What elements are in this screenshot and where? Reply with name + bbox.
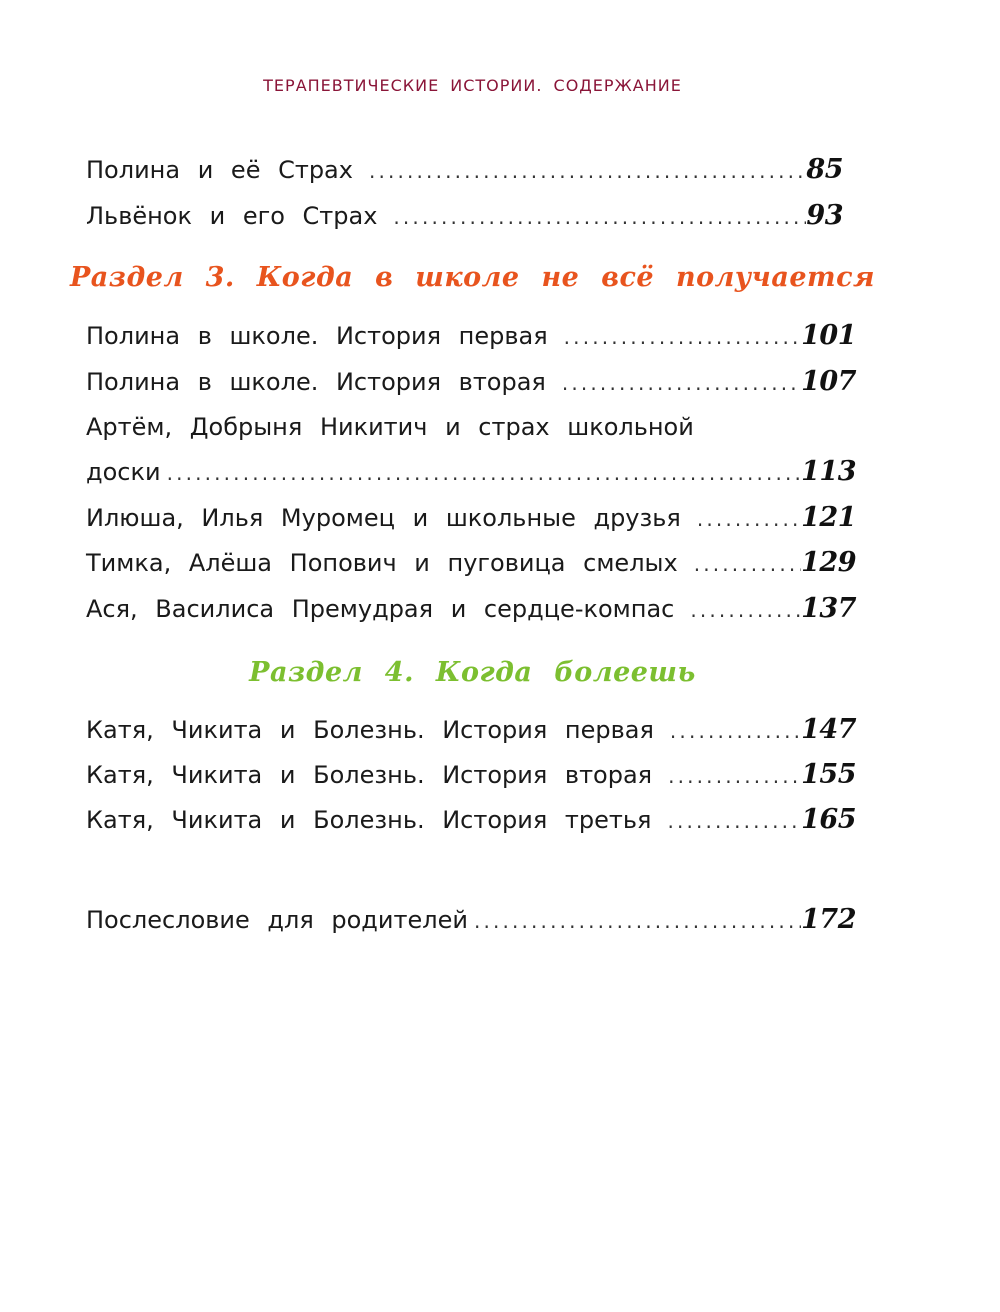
- dot-leader: [564, 317, 801, 357]
- dot-leader: [474, 901, 801, 941]
- toc-entry[interactable]: [86, 316, 856, 356]
- toc-entry-page: 107: [801, 366, 856, 397]
- toc-entry[interactable]: [86, 150, 843, 190]
- toc-entry[interactable]: [86, 543, 856, 583]
- toc-entry-page: 165: [801, 804, 856, 835]
- toc-entry-page: 147: [801, 714, 856, 745]
- toc-entry-page: 137: [801, 593, 856, 624]
- dot-leader: [690, 590, 801, 630]
- toc-entry[interactable]: [86, 710, 856, 750]
- toc-entry[interactable]: [86, 800, 856, 840]
- toc-entry-line-1[interactable]: [86, 407, 856, 447]
- toc-entry-page: 85: [806, 154, 843, 185]
- toc-entry[interactable]: [86, 498, 856, 538]
- dot-leader: [667, 801, 801, 841]
- toc-entry-page: 93: [806, 200, 843, 231]
- toc-entry-title: Илюша, Илья Муромец и школьные друзья: [86, 504, 681, 532]
- toc-entry-page: 155: [801, 759, 856, 790]
- toc-entry[interactable]: [86, 755, 856, 795]
- section-4-heading: Раздел 4. Когда болеешь: [249, 657, 696, 688]
- toc-entry-page: 101: [801, 320, 856, 351]
- toc-entry[interactable]: [86, 196, 843, 236]
- dot-leader: [167, 453, 802, 493]
- dot-leader: [393, 197, 806, 237]
- section-3-heading: Раздел 3. Когда в школе не всё получается: [69, 262, 875, 293]
- toc-entry-title: Катя, Чикита и Болезнь. История третья: [86, 806, 652, 834]
- toc-entry-title: Полина в школе. История первая: [86, 322, 548, 350]
- toc-entry-page: 129: [801, 547, 856, 578]
- toc-entry-title-continued: доски: [86, 458, 161, 486]
- toc-entry-title: Львёнок и его Страх: [86, 202, 378, 230]
- dot-leader: [697, 499, 801, 539]
- toc-entry-page: 113: [801, 456, 856, 487]
- toc-entry-title: Катя, Чикита и Болезнь. История вторая: [86, 761, 653, 789]
- toc-entry-title: Артём, Добрыня Никитич и страх школьной: [86, 413, 694, 441]
- running-head: ТЕРАПЕВТИЧЕСКИЕ ИСТОРИИ. СОДЕРЖАНИЕ: [263, 76, 682, 95]
- dot-leader: [694, 544, 801, 584]
- dot-leader: [562, 363, 801, 403]
- dot-leader: [668, 756, 801, 796]
- toc-entry-title: Полина и её Страх: [86, 156, 353, 184]
- toc-entry-afterword[interactable]: [86, 900, 856, 940]
- toc-entry[interactable]: [86, 362, 856, 402]
- toc-entry-title: Полина в школе. История вторая: [86, 368, 546, 396]
- toc-entry-title: Послесловие для родителей: [86, 906, 468, 934]
- toc-entry[interactable]: [86, 589, 856, 629]
- toc-entry-title: Тимка, Алёша Попович и пуговица смелых: [86, 549, 678, 577]
- toc-entry-line-2[interactable]: [86, 452, 856, 492]
- dot-leader: [670, 711, 801, 751]
- toc-entry-page: 121: [801, 502, 856, 533]
- toc-entry-title: Ася, Василиса Премудрая и сердце-компас: [86, 595, 675, 623]
- toc-entry-page: 172: [801, 904, 856, 935]
- toc-entry-title: Катя, Чикита и Болезнь. История первая: [86, 716, 654, 744]
- dot-leader: [369, 151, 806, 191]
